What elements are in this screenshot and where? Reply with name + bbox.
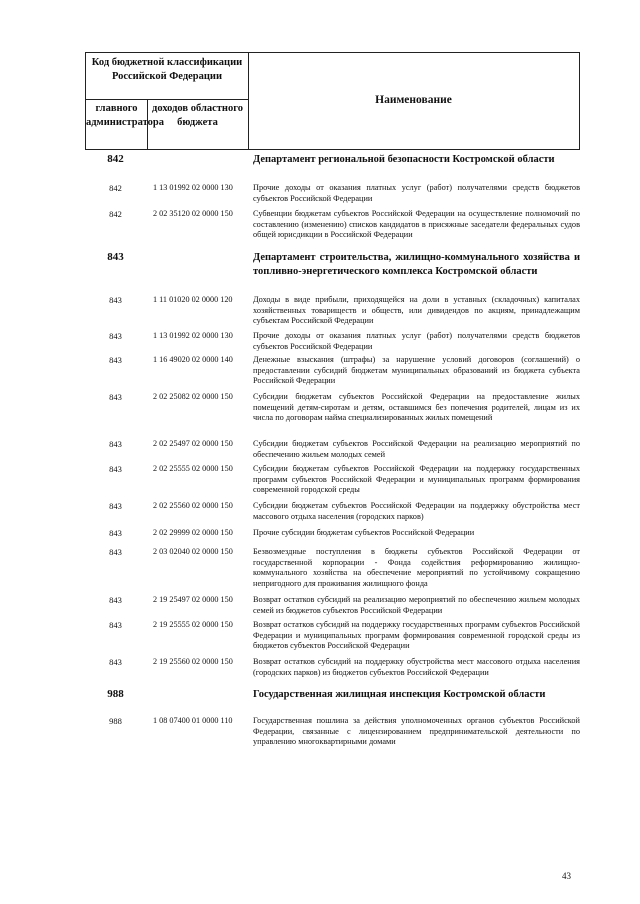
income-code: 2 02 25082 02 0000 150 — [153, 392, 233, 401]
income-code: 1 08 07400 01 0000 110 — [153, 716, 233, 725]
department-name: Государственная жилищная инспекция Костромской области — [253, 689, 546, 700]
income-name: Возврат остатков субсидий на поддержку обустройства мест массового отдыха населения (городских парков) из бюджетов субъектов Российской Федерации — [253, 657, 580, 677]
admin-code: 843 — [109, 620, 122, 630]
income-code: 1 16 49020 02 0000 140 — [153, 355, 233, 364]
admin-code: 843 — [109, 501, 122, 511]
header-code-group-title: Код бюджетной классификации Российской Федерации — [91, 57, 243, 82]
admin-code: 843 — [109, 547, 122, 557]
income-code: 2 02 35120 02 0000 150 — [153, 209, 233, 218]
header-income-column: доходов областного бюджета — [152, 103, 243, 128]
admin-code: 843 — [109, 657, 122, 667]
income-code: 2 19 25560 02 0000 150 — [153, 657, 233, 666]
income-name: Государственная пошлина за действия уполномоченных органов субъектов Российской Федерации, связанные с лицензированием предпринимательской деятельности по управлению многоквартирными домами — [253, 716, 580, 747]
income-name: Субвенции бюджетам субъектов Российской Федерации на осуществление полномочий по составлению (изменению) списков кандидатов в присяжные заседатели федеральных судов общей юрисдикции в Российской Федерации — [253, 209, 580, 240]
income-name: Безвозмездные поступления в бюджеты субъектов Российской Федерации от государственной корпорации - Фонда содействия реформированию жилищно-коммунального хозяйства на обеспечение мероприятий по устойчивому сокращению непригодного для проживания жилищного фонда — [253, 547, 580, 588]
income-name: Возврат остатков субсидий на реализацию мероприятий по обеспечению жильем молодых семей из бюджетов субъектов Российской Федерации — [253, 595, 580, 615]
income-name: Прочие субсидии бюджетам субъектов Российской Федерации — [253, 528, 475, 537]
admin-code: 843 — [109, 331, 122, 341]
admin-code: 843 — [109, 295, 122, 305]
admin-code: 988 — [109, 716, 122, 726]
header-admin-column: главного администратора — [86, 103, 164, 128]
admin-code: 988 — [107, 688, 124, 700]
header-divider — [86, 99, 248, 100]
income-name: Денежные взыскания (штрафы) за нарушение условий договоров (соглашений) о предоставлении субсидий бюджетам муниципальных образований из бюджета субъекта Российской Федерации — [253, 355, 580, 386]
income-code: 2 03 02040 02 0000 150 — [153, 547, 233, 556]
income-code: 1 11 01020 02 0000 120 — [153, 295, 233, 304]
admin-code: 843 — [109, 528, 122, 538]
admin-code: 843 — [109, 595, 122, 605]
admin-code: 843 — [107, 251, 124, 263]
admin-code: 843 — [109, 464, 122, 474]
income-code: 2 19 25555 02 0000 150 — [153, 620, 233, 629]
income-name: Возврат остатков субсидий на поддержку государственных программ субъектов Российской Федерации и муниципальных программ формирования современной городской среды из бюджетов субъектов Российской Федерации — [253, 620, 580, 651]
department-name: Департамент региональной безопасности Костромской области — [253, 154, 555, 165]
income-code: 2 02 25560 02 0000 150 — [153, 501, 233, 510]
income-name: Прочие доходы от оказания платных услуг (работ) получателями средств бюджетов субъектов Российской Федерации — [253, 183, 580, 203]
income-name: Доходы в виде прибыли, приходящейся на доли в уставных (складочных) капиталах хозяйственных товариществ и обществ, или дивидендов по акциям, принадлежащим субъектам Российской Федерации — [253, 295, 580, 326]
income-name: Субсидии бюджетам субъектов Российской Федерации на предоставление жилых помещений детям-сиротам и детям, оставшимся без попечения родителей, лицам из их числа по договорам найма специализированных жилых помещений — [253, 392, 580, 423]
admin-code: 842 — [107, 153, 124, 165]
header-name-column: Наименование — [375, 94, 452, 106]
department-name: Департамент строительства, жилищно-коммунального хозяйства и топливно-энергетического комплекса Костромской области — [253, 252, 580, 277]
admin-code: 843 — [109, 439, 122, 449]
income-name: Субсидии бюджетам субъектов Российской Федерации на реализацию мероприятий по обеспечению жильем молодых семей — [253, 439, 580, 459]
table-header — [85, 52, 580, 150]
income-name: Субсидии бюджетам субъектов Российской Федерации на поддержку обустройства мест массового отдыха населения (городских парков) — [253, 501, 580, 521]
income-name: Субсидии бюджетам субъектов Российской Федерации на поддержку государственных программ субъектов Российской Федерации и муниципальных программ формирования современной городской среды — [253, 464, 580, 495]
income-code: 2 02 25555 02 0000 150 — [153, 464, 233, 473]
income-code: 2 02 25497 02 0000 150 — [153, 439, 233, 448]
income-name: Прочие доходы от оказания платных услуг (работ) получателями средств бюджетов субъектов Российской Федерации — [253, 331, 580, 351]
admin-code: 843 — [109, 355, 122, 365]
admin-code: 843 — [109, 392, 122, 402]
admin-code: 842 — [109, 209, 122, 219]
admin-code: 842 — [109, 183, 122, 193]
income-code: 1 13 01992 02 0000 130 — [153, 183, 233, 192]
income-code: 1 13 01992 02 0000 130 — [153, 331, 233, 340]
income-code: 2 19 25497 02 0000 150 — [153, 595, 233, 604]
income-code: 2 02 29999 02 0000 150 — [153, 528, 233, 537]
page-number: 43 — [562, 871, 571, 881]
